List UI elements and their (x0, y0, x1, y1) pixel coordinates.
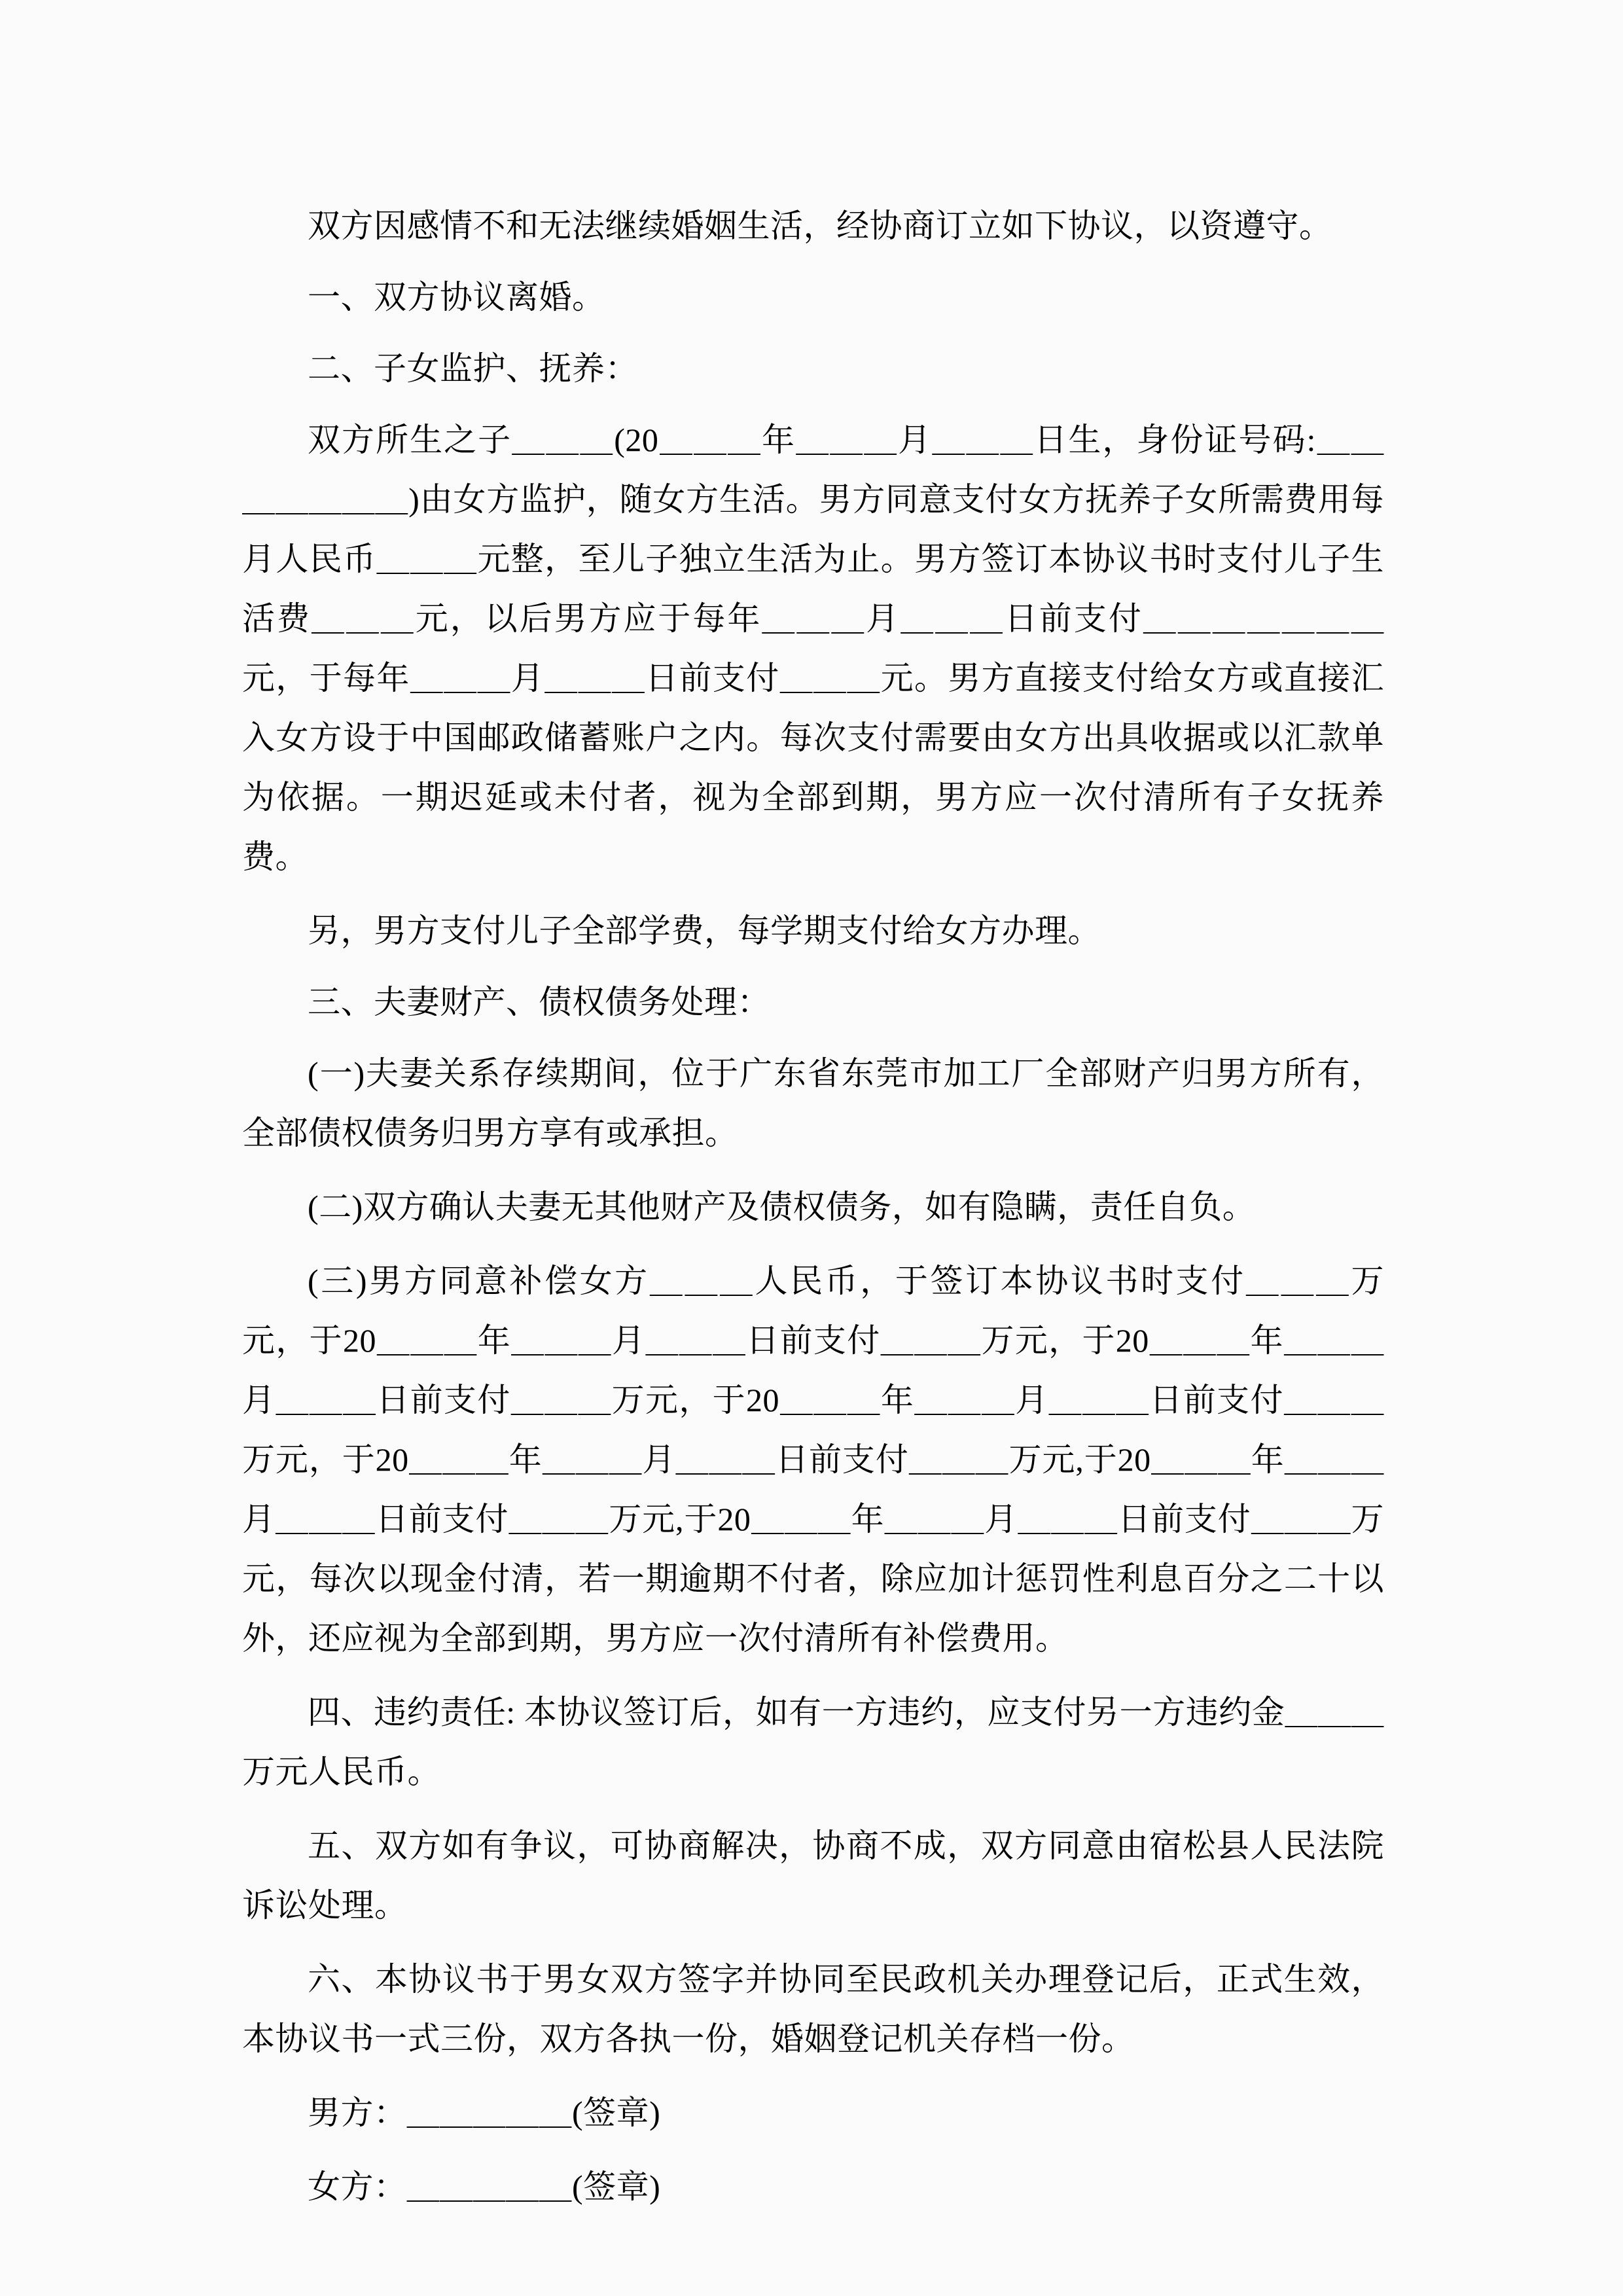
wife-signature-blank[interactable]: ＿＿＿＿＿ (406, 2168, 572, 2205)
husband-label: 男方： (308, 2094, 407, 2131)
spacer (242, 2069, 1384, 2083)
spacer (242, 961, 1384, 973)
paragraph-article-2-body: 双方所生之子＿＿＿(20＿＿＿年＿＿＿月＿＿＿日生，身份证号码:＿＿＿＿＿＿＿)由女方监护，随女方生活。男方同意支付女方抚养子女所需费用每月人民币＿＿＿元整，至儿子独立生活为止。男方签订本协议书时支付儿子生活费＿＿＿元，以后男方应于每年＿＿＿月＿＿＿日前支付＿＿＿＿＿＿＿元，于每年＿＿＿月＿＿＿日前支付＿＿＿元。男方直接支付给女方或直接汇入女方设于中国邮政储蓄账户之内。每次支付需要由女方出具收据或以汇款单为依据。一期迟延或未付者，视为全部到期，男方应一次付清所有子女抚养费。 (242, 422, 1384, 875)
spacer (242, 1668, 1384, 1683)
spacer (242, 1935, 1384, 1950)
spacer (242, 327, 1384, 339)
paragraph-article-3-item-2: (二)双方确认夫妻无其他财产及债权债务，如有隐瞒，责任自负。 (308, 1189, 1256, 1225)
paragraph-article-4: 四、违约责任: 本协议签订后，如有一方违约，应支付另一方违约金＿＿＿万元人民币。 (242, 1694, 1384, 1790)
spacer (242, 1032, 1384, 1044)
paragraph-article-3-title: 三、夫妻财产、债权债务处理： (308, 984, 770, 1020)
spacer (242, 1163, 1384, 1177)
wife-label: 女方： (308, 2168, 407, 2205)
document-body (242, 196, 1384, 2217)
signature-line-wife (242, 2157, 1384, 2217)
wife-seal-note: (签章) (572, 2168, 661, 2205)
husband-seal-note: (签章) (572, 2094, 661, 2131)
spacer (242, 1802, 1384, 1816)
paragraph-article-2-title: 二、子女监护、抚养： (308, 350, 638, 387)
paragraph-article-1: 一、双方协议离婚。 (308, 279, 605, 315)
husband-signature-blank[interactable]: ＿＿＿＿＿ (406, 2094, 572, 2131)
spacer (242, 887, 1384, 901)
spacer (242, 256, 1384, 268)
paragraph-article-3-item-1: (一)夫妻关系存续期间，位于广东省东莞市加工厂全部财产归男方所有，全部债权债务归男方享有或承担。 (242, 1055, 1384, 1151)
spacer (242, 399, 1384, 410)
paragraph-article-2-extra: 另，男方支付儿子全部学费，每学期支付给女方办理。 (308, 912, 1101, 949)
spacer (242, 2143, 1384, 2157)
paragraph-preamble: 双方因感情不和无法继续婚姻生活，经协商订立如下协议，以资遵守。 (308, 207, 1332, 244)
paragraph-article-3-item-3: (三)男方同意补偿女方＿＿＿人民币，于签订本协议书时支付＿＿＿万元，于20＿＿＿年＿＿＿月＿＿＿日前支付＿＿＿万元，于20＿＿＿年＿＿＿月＿＿＿日前支付＿＿＿万元，于20＿＿＿年＿＿＿月＿＿＿日前支付＿＿＿万元，于20＿＿＿年＿＿＿月＿＿＿日前支付＿＿＿万元,于20＿＿＿年＿＿＿月＿＿＿日前支付＿＿＿万元,于20＿＿＿年＿＿＿月＿＿＿日前支付＿＿＿万元，每次以现金付清，若一期逾期不付者，除应加计惩罚性利息百分之二十以外，还应视为全部到期，男方应一次付清所有补偿费用。 (242, 1263, 1384, 1657)
spacer (242, 1237, 1384, 1251)
paragraph-article-6: 六、本协议书于男女双方签字并协同至民政机关办理登记后，正式生效，本协议书一式三份，双方各执一份，婚姻登记机关存档一份。 (242, 1961, 1384, 2057)
signature-line-husband (242, 2083, 1384, 2143)
paragraph-article-5: 五、双方如有争议，可协商解决，协商不成，双方同意由宿松县人民法院诉讼处理。 (242, 1827, 1384, 1924)
